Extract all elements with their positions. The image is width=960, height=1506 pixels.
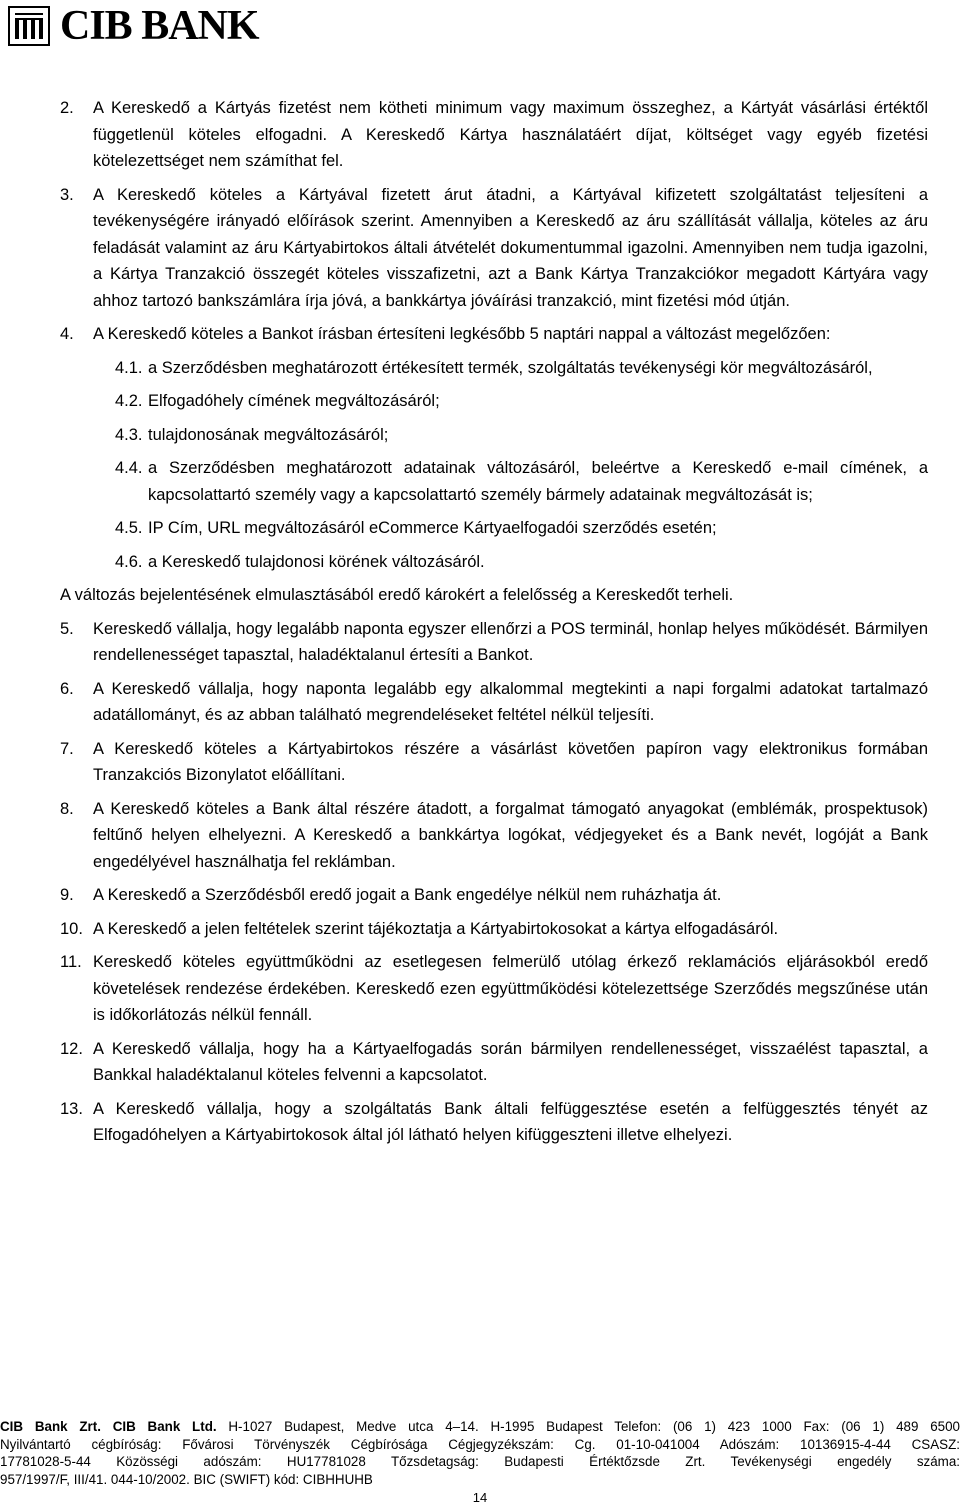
list-item: [60, 949, 928, 1029]
sub-item-number: 4.2.: [115, 392, 143, 410]
logo-text: CIB BANK: [60, 3, 259, 49]
item-number: 7.: [60, 739, 74, 758]
sub-item-text: a Kereskedő tulajdonosi körének változásáról.: [148, 552, 485, 571]
item-number: 10.: [60, 919, 83, 938]
item-text: A Kereskedő a Szerződésből eredő jogait a Bank engedélye nélkül nem ruházhatja át.: [93, 886, 722, 904]
item-text: Kereskedő köteles együttműködni az esetlegesen felmerülő utólag érkező reklamációs eljárásokból eredő követelések rendezése érdekében. Kereskedő ezen együttműködési kötelezettsége Szerződés megszűnése után is időkorlátozás nélkül fennáll.: [93, 953, 928, 1024]
footer-company: CIB Bank Zrt. CIB Bank Ltd.: [0, 1419, 217, 1434]
list-item: [60, 95, 928, 175]
sub-list-item: [115, 549, 928, 576]
sub-list-item: [115, 455, 928, 508]
list-item: [60, 882, 928, 909]
footer-line: Nyilvántartó cégbíróság: Fővárosi Törvényszék Cégbírósága Cégjegyzékszám: Cg. 01-10-041004 Adószám: 10136915-4-44 CSASZ:: [0, 1436, 960, 1452]
item-number: 6.: [60, 679, 74, 698]
footer-address: H-1027 Budapest, Medve utca 4–14. H-1995 Budapest Telefon: (06 1) 423 1000 Fax: (06 1) 489 6500: [228, 1419, 960, 1434]
list-item: [60, 182, 928, 315]
page-number: 14: [472, 1490, 488, 1505]
list-item: [60, 1096, 928, 1149]
item-number: 12.: [60, 1039, 83, 1058]
item-text: A Kereskedő vállalja, hogy naponta legalább egy alkalommal megtekinti a napi forgalmi adatokat tartalmazó adatállományt, és az abban található megrendeléseket feltétel nélkül teljesíti.: [93, 679, 928, 724]
item-number: 8.: [60, 799, 74, 818]
footer-line: [0, 1418, 960, 1436]
sub-item-number: 4.3.: [115, 425, 143, 444]
sub-item-number: 4.4.: [115, 459, 143, 477]
page-footer: [0, 1418, 960, 1488]
sub-item-number: 4.6.: [115, 552, 143, 571]
item-text: A Kereskedő köteles a Bank által részére átadott, a forgalmat támogató anyagokat (emblémák, prospektusok) feltűnő helyen elhelyezni. A Kereskedő a bankkártya logókat, védjegyeket és a Bank nevét, logóját a Bank engedélyével használhatja fel reklámban.: [93, 799, 928, 871]
item-number: 9.: [60, 886, 74, 904]
item-text: A Kereskedő köteles a Kártyával fizetett árut átadni, a Kártyával kifizetett szolgáltatást teljesíteni a tevékenységére irányadó előírások szerint. Amennyiben a Kereskedő az áru szállítását vállalja, köteles az áru feladását valamint az áru Kártyabirtokos általi átvételét dokumentummal igazolni. Amennyiben nem tudja igazolni, a Kártya Tranzakció összegét köteles visszafizetni, azt a Bank Kártya Tranzakciókor megadott Kártyára vagy ahhoz tartozó bankszámlára írja jóvá, a bankkártya jóváírási tranzakció, mint fizetési mód útján.: [93, 185, 928, 310]
list-item: [60, 1036, 928, 1089]
sub-item-text: a Szerződésben meghatározott adatainak változásáról, beleértve a Kereskedő e-mail címének, a kapcsolattartó személy vagy a kapcsolattartó személy bármely adatainak megváltozását is;: [148, 459, 928, 504]
item-text: Kereskedő vállalja, hogy legalább naponta egyszer ellenőrzi a POS terminál, honlap helyes működését. Bármilyen rendellenességet tapasztal, haladéktalanul értesíti a Bankot.: [93, 619, 928, 664]
list-item: [60, 916, 928, 943]
item-number: 11.: [60, 953, 82, 971]
cib-bank-logo: [8, 4, 259, 48]
item-text: A Kereskedő vállalja, hogy a szolgáltatás Bank általi felfüggesztése esetén a felfüggesztés tényét az Elfogadóhelyen a Kártyabirtokosok által jól látható helyen kifüggeszteni illetve elhelyezi.: [93, 1099, 928, 1144]
list-item: [60, 321, 928, 348]
footer-line: 17781028-5-44 Közösségi adószám: HU17781028 Tőzsdetagság: Budapesti Értéktőzsde Zrt. Tevékenységi engedély száma:: [0, 1454, 960, 1469]
sub-item-number: 4.5.: [115, 519, 143, 537]
item-number: 4.: [60, 325, 74, 343]
item-text: A Kereskedő vállalja, hogy ha a Kártyaelfogadás során bármilyen rendellenességet, visszaélést tapasztal, a Bankkal haladéktalanul köteles felvenni a kapcsolatot.: [93, 1039, 928, 1084]
item-text: A Kereskedő a Kártyás fizetést nem kötheti minimum vagy maximum összeghez, a Kártyát vásárlási értéktől függetlenül köteles elfogadni. A Kereskedő Kártya használatáért díjat, költséget vagy egyéb fizetési kötelezettséget nem számíthat fel.: [93, 99, 928, 170]
sub-item-text: IP Cím, URL megváltozásáról eCommerce Kártyaelfogadói szerződés esetén;: [148, 519, 717, 537]
item-number: 13.: [60, 1099, 83, 1118]
sub-item-text: Elfogadóhely címének megváltozásáról;: [148, 392, 440, 410]
item-text: A Kereskedő köteles a Bankot írásban értesíteni legkésőbb 5 naptári nappal a változást megelőzően:: [93, 325, 831, 343]
list-item: [60, 616, 928, 669]
list-item: [60, 676, 928, 729]
bank-building-icon: [8, 6, 50, 46]
list-item: [60, 796, 928, 876]
sub-item-number: 4.1.: [115, 358, 143, 377]
footer-line: 957/1997/F, III/41. 044-10/2002. BIC (SWIFT) kód: CIBHHUHB: [0, 1471, 373, 1487]
item-number: 5.: [60, 619, 74, 638]
item-number: 3.: [60, 185, 74, 204]
liability-note: A változás bejelentésének elmulasztásából eredő károkért a felelősség a Kereskedőt terheli.: [60, 586, 734, 604]
item-text: A Kereskedő a jelen feltételek szerint tájékoztatja a Kártyabirtokosokat a kártya elfogadásáról.: [93, 919, 779, 938]
sub-list-item: [115, 388, 928, 415]
sub-list-item: [115, 355, 928, 382]
sub-list-item: [115, 422, 928, 449]
sub-list-item: [115, 515, 928, 542]
sub-item-text: tulajdonosának megváltozásáról;: [148, 425, 389, 444]
item-text: A Kereskedő köteles a Kártyabirtokos részére a vásárlást követően papíron vagy elektronikus formában Tranzakciós Bizonylatot előállítani.: [93, 739, 928, 784]
item-number: 2.: [60, 99, 74, 117]
document-body: [60, 95, 928, 1156]
list-item: [60, 736, 928, 789]
sub-item-text: a Szerződésben meghatározott értékesített termék, szolgáltatás tevékenységi kör megváltozásáról,: [148, 358, 873, 377]
